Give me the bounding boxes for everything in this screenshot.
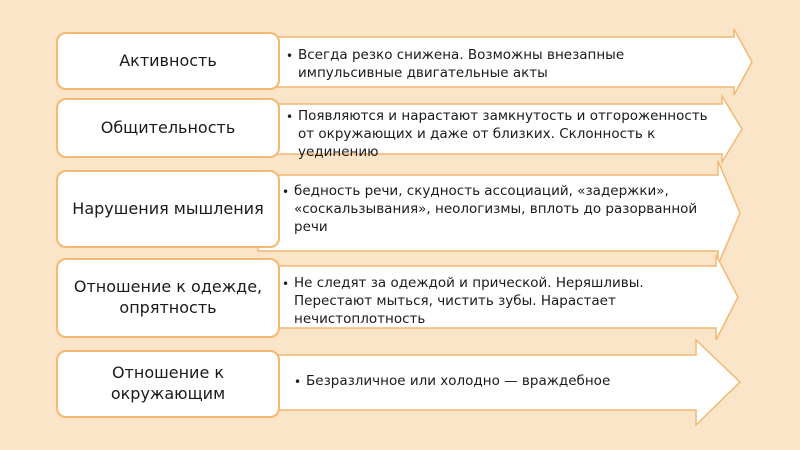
row-label	[56, 350, 280, 418]
row-description-text: бедность речи, скудность ассоциаций, «задержки», «соскальзывания», неологизмы, вплоть до разорванной речи	[294, 183, 698, 235]
row-label-text: Общительность	[100, 117, 236, 137]
bullet-icon: •	[282, 277, 290, 291]
row-label-text: Отношение к одежде, опрятность	[73, 277, 263, 317]
row-description-text: Не следят за одеждой и прической. Неряшливы. Перестают мыться, чистить зубы. Нарастает нечистоплотность	[294, 275, 644, 327]
row-label-text: Отношение к окружающим	[110, 363, 226, 403]
bullet-icon: •	[286, 49, 294, 63]
row-description-text: Всегда резко снижена. Возможны внезапные импульсивные двигательные акты	[298, 47, 625, 81]
row-description-text: Появляются и нарастают замкнутость и отгороженность от окружающих и даже от близких. Склонность к уединению	[298, 108, 708, 160]
bullet-icon: •	[294, 375, 302, 389]
row-description-text: Безразличное или холодно — враждебное	[306, 373, 611, 389]
row-description	[294, 373, 724, 391]
bullet-icon: •	[286, 110, 294, 124]
row-label-text: Нарушения мышления	[72, 198, 264, 218]
row-label-text: Активность	[119, 50, 217, 70]
bullet-icon: •	[282, 185, 290, 199]
